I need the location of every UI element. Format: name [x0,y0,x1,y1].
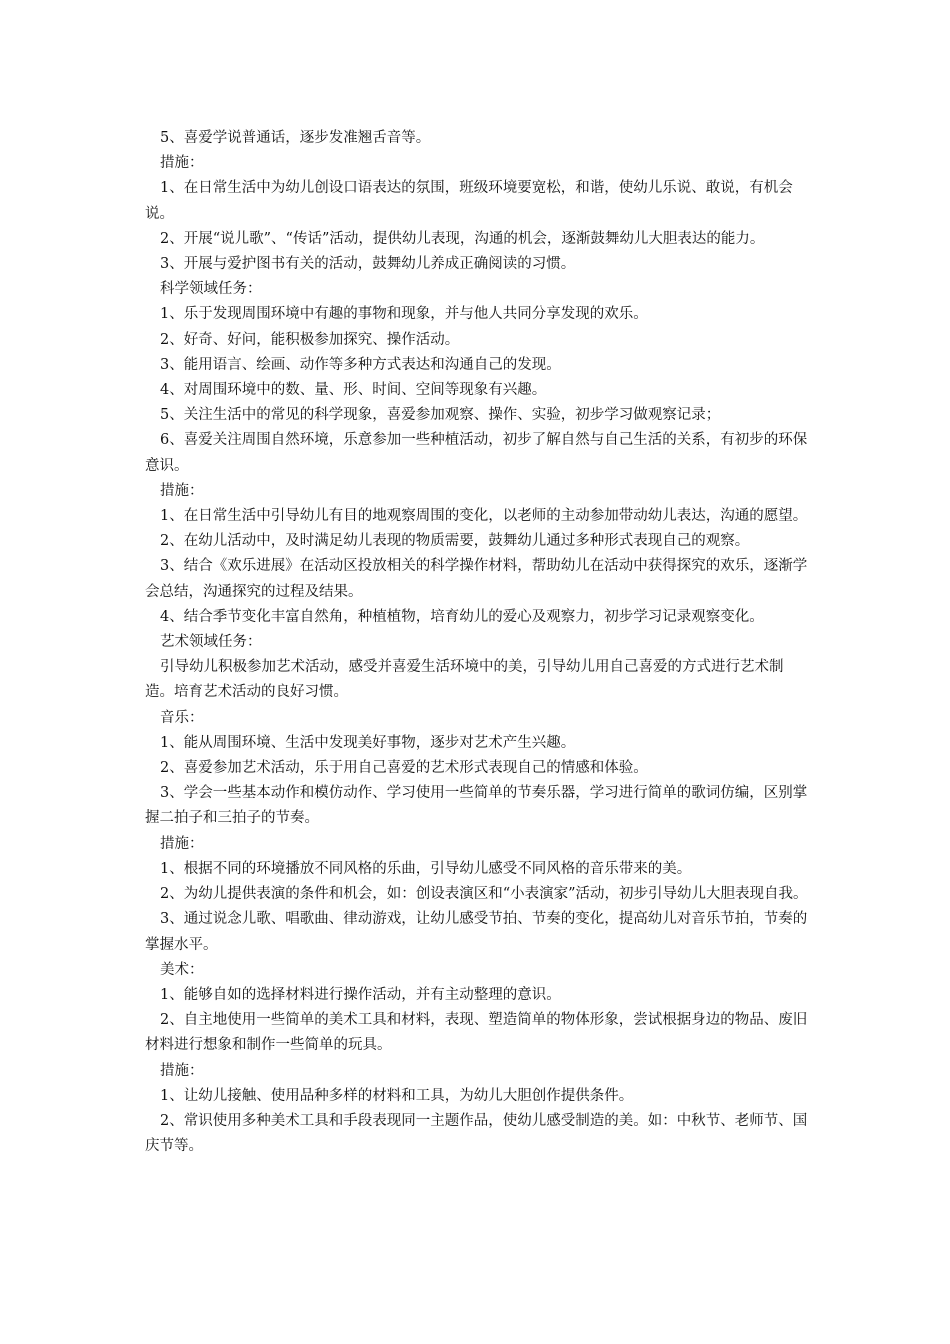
paragraph: 3、学会一些基本动作和模仿动作、学习使用一些简单的节奏乐器，学习进行简单的歌词仿编，区别掌握二拍子和三拍子的节奏。 [145,785,808,827]
paragraph: 2、开展“说儿歌”、“传话”活动，提供幼儿表现，沟通的机会，逐渐鼓舞幼儿大胆表达的能力。 [160,230,765,247]
paragraph: 5、关注生活中的常见的科学现象，喜爱参加观察、操作、实验，初步学习做观察记录； [160,407,721,424]
paragraph: 3、结合《欢乐进展》在活动区投放相关的科学操作材料，帮助幼儿在活动中获得探究的欢乐，逐渐学会总结，沟通探究的过程及结果。 [145,558,808,600]
paragraph: 措施： [160,482,204,499]
paragraph: 1、乐于发现周围环境中有趣的事物和现象，并与他人共同分享发现的欢乐。 [160,306,648,323]
paragraph: 3、能用语言、绘画、动作等多种方式表达和沟通自己的发现。 [160,356,561,373]
paragraph: 3、开展与爱护图书有关的活动，鼓舞幼儿养成正确阅读的习惯。 [160,256,576,273]
paragraph: 2、好奇、好问，能积极参加探究、操作活动。 [160,331,460,348]
paragraph: 措施： [160,1062,204,1079]
paragraph: 6、喜爱关注周围自然环境，乐意参加一些种植活动，初步了解自然与自己生活的关系，有初步的环保意识。 [145,432,808,474]
paragraph: 1、根据不同的环境播放不同风格的乐曲，引导幼儿感受不同风格的音乐带来的美。 [160,860,692,877]
paragraph: 1、能从周围环境、生活中发现美好事物，逐步对艺术产生兴趣。 [160,734,576,751]
paragraph: 2、常识使用多种美术工具和手段表现同一主题作品，使幼儿感受制造的美。如：中秋节、老师节、国庆节等。 [145,1112,808,1155]
paragraph: 措施： [160,155,204,172]
paragraph: 2、为幼儿提供表演的条件和机会，如：创设表演区和“小表演家”活动，初步引导幼儿大胆表现自我。 [160,886,808,903]
paragraph: 2、在幼儿活动中，及时满足幼儿表现的物质需要，鼓舞幼儿通过多种形式表现自己的观察。 [160,533,750,550]
paragraph: 1、在日常生活中为幼儿创设口语表达的氛围，班级环境要宽松，和谐，使幼儿乐说、敢说，有机会说。 [145,180,793,222]
document-body [145,126,810,1159]
paragraph: 3、通过说念儿歌、唱歌曲、律动游戏，让幼儿感受节拍、节奏的变化，提高幼儿对音乐节拍，节奏的掌握水平。 [145,911,808,953]
paragraph: 措施： [160,835,204,852]
paragraph: 4、对周围环境中的数、量、形、时间、空间等现象有兴趣。 [160,382,547,399]
paragraph: 1、能够自如的选择材料进行操作活动，并有主动整理的意识。 [160,986,561,1003]
paragraph: 2、自主地使用一些简单的美术工具和材料，表现、塑造简单的物体形象，尝试根据身边的物品、废旧材料进行想象和制作一些简单的玩具。 [145,1012,808,1054]
section-heading: 艺术领域任务： [160,634,262,651]
paragraph: 1、在日常生活中引导幼儿有目的地观察周围的变化，以老师的主动参加带动幼儿表达，沟通的愿望。 [160,508,808,525]
paragraph: 1、让幼儿接触、使用品种多样的材料和工具，为幼儿大胆创作提供条件。 [160,1087,634,1104]
section-heading: 美术： [160,961,204,978]
section-heading: 科学领域任务： [160,281,262,298]
paragraph: 5、喜爱学说普通话，逐步发准翘舌音等。 [160,130,431,146]
paragraph: 2、喜爱参加艺术活动，乐于用自己喜爱的艺术形式表现自己的情感和体验。 [160,760,648,777]
paragraph: 4、结合季节变化丰富自然角，种植植物，培育幼儿的爱心及观察力，初步学习记录观察变化。 [160,608,764,625]
paragraph: 引导幼儿积极参加艺术活动，感受并喜爱生活环境中的美，引导幼儿用自己喜爱的方式进行艺术制造。培育艺术活动的良好习惯。 [145,659,784,701]
section-heading: 音乐： [160,709,204,726]
